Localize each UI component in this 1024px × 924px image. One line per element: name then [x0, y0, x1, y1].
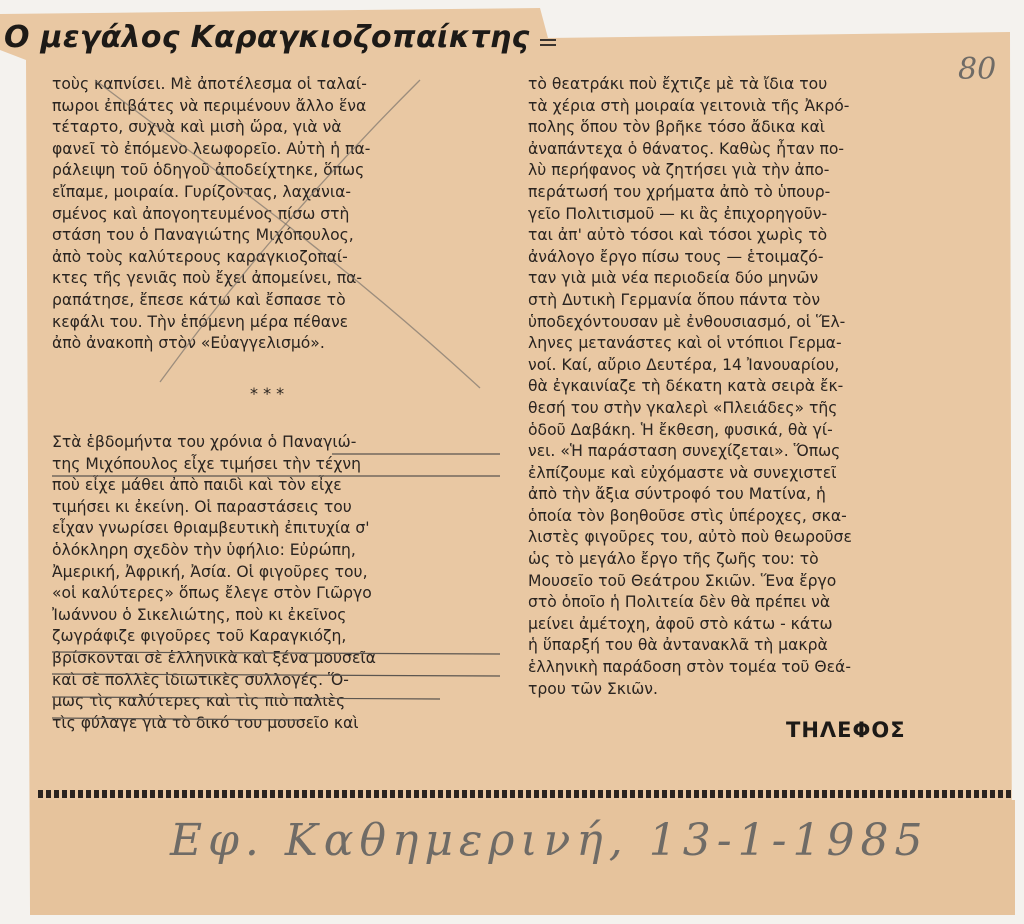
article-headline: Ο μεγάλος Καραγκιοζοπαίκτης — [4, 20, 530, 55]
handwritten-source-note: Εφ. Καθημερινή, 13-1-1985 — [170, 815, 929, 866]
paragraph-left-2: Στὰ ἑβδομήντα του χρόνια ὁ Παναγιώ- της Μιχόπουλος εἶχε τιμήσει τὴν τέχνη ποὺ εἶχε μάθει ἀπὸ παιδὶ καὶ τὸν εἶχε τιμήσει κι ἐκείνη. Οἱ παραστάσεις του εἶχαν γνωρίσει θριαμβευτικὴ ἐπιτυχία σ' ὁλόκληρη σχεδὸν τὴν ὑφήλιο: Εὐρώπη, Ἀμερική, Ἀφρική, Ἀσία. Οἱ φιγοῦρες του, «οἱ καλύτερες» ὅπως ἔλεγε στὸν Γιῶργο Ἰωάννου ὁ Σικελιώτης, ποὺ κι ἐκεῖνος ζωγράφιζε φιγοῦρες τοῦ Καραγκιόζη, βρίσκονται σὲ ἑλληνικὰ καὶ ξένα μουσεῖα καὶ σὲ πολλὲς ἰδιωτικὲς συλλογές. Ὅ- μως τὶς καλύτερες καὶ τὶς πιὸ παλιὲς τὶς φύλαγε γιὰ τὸ δικό του μουσεῖο καὶ — [52, 433, 376, 732]
section-separator: * * * — [250, 384, 285, 403]
article-left-column-top — [52, 74, 497, 355]
paragraph-left-1: τοὺς καπνίσει. Μὲ ἀποτέλεσμα οἱ ταλαί- πωροι ἐπιβάτες νὰ περιμένουν ἄλλο ἕνα τέταρτο, συχνὰ καὶ μισὴ ὥρα, γιὰ νὰ φανεῖ τὸ ἐπόμενο λεωφορεῖο. Αὐτὴ ἡ πα- ράλειψη τοῦ ὁδηγοῦ ἀποδείχτηκε, ὅπως εἴπαμε, μοιραία. Γυρίζοντας, λαχανια- σμένος καὶ ἀπογοητευμένος πίσω στὴ στάση του ὁ Παναγιώτης Μιχόπουλος, ἀπὸ τοὺς καλύτερους καραγκιοζοπαί- κτες τῆς γενιᾶς ποὺ ἔχει ἀπομείνει, πα- ραπάτησε, ἔπεσε κάτω καὶ ἔσπασε τὸ κεφάλι του. Τὴν ἑπόμενη μέρα πέθανε ἀπὸ ἀνακοπὴ στὸν «Εὐαγγελισμό». — [52, 75, 371, 353]
handwritten-page-number: 80 — [958, 52, 997, 87]
author-signature: ΤΗΛΕΦΟΣ — [786, 718, 906, 742]
bottom-rule — [38, 790, 1013, 798]
article-right-column — [528, 74, 972, 700]
paragraph-right: τὸ θεατράκι ποὺ ἔχτιζε μὲ τὰ ἴδια του τὰ χέρια στὴ μοιραία γειτονιὰ τῆς Ἀκρό- πολης ὅπου τὸν βρῆκε τόσο ἄδικα καὶ ἀναπάντεχα ὁ θάνατος. Καθὼς ἦταν πο- λὺ περήφανος νὰ ζητήσει γιὰ τὴν ἀπο- περάτωσή του χρήματα ἀπὸ τὸ ὑπουρ- γεῖο Πολιτισμοῦ — κι ἂς ἐπιχορηγοῦν- ται ἀπ' αὐτὸ τόσοι καὶ τόσοι χωρὶς τὸ ἀνάλογο ἔργο πίσω τους — ἑτοιμαζό- ταν γιὰ μιὰ νέα περιοδεία δύο μηνῶν στὴ Δυτικὴ Γερμανία ὅπου πάντα τὸν ὑποδεχόντουσαν μὲ ἐνθουσιασμό, οἱ Ἕλ- ληνες μετανάστες καὶ οἱ ντόπιοι Γερμα- νοί. Καί, αὔριο Δευτέρα, 14 Ἰανουαρίου, θὰ ἐγκαινίαζε τὴ δέκατη κατὰ σειρὰ ἔκ- θεσή του στὴν γκαλερὶ «Πλειάδες» τῆς ὁδοῦ Δαβάκη. Ἡ ἔκθεση, φυσικά, θὰ γί- νει. «Ἡ παράσταση συνεχίζεται». Ὅπως ἐλπίζουμε καὶ εὐχόμαστε νὰ συνεχιστεῖ ἀπὸ τὴν ἄξια σύντροφό του Ματίνα, ἡ ὁποία τὸν βοηθοῦσε στὶς ὑπέροχες, σκα- λιστὲς φιγοῦρες του, αὐτὸ ποὺ θεωροῦσε ὡς τὸ μεγάλο ἔργο τῆς ζωῆς του: τὸ Μουσεῖο τοῦ Θεάτρου Σκιῶν. Ἕνα ἔργο στὸ ὁποῖο ἡ Πολιτεία δὲν θὰ πρέπει νὰ μείνει ἀμέτοχη, ἀφοῦ στὸ κάτω - κάτω ἡ ὕπαρξή του θὰ ἀντανακλᾶ τὴ μακρὰ ἑλληνικὴ παράδοση στὸν τομέα τοῦ Θεά- τρου τῶν Σκιῶν. — [528, 75, 852, 698]
article-left-column-bottom — [52, 432, 497, 734]
